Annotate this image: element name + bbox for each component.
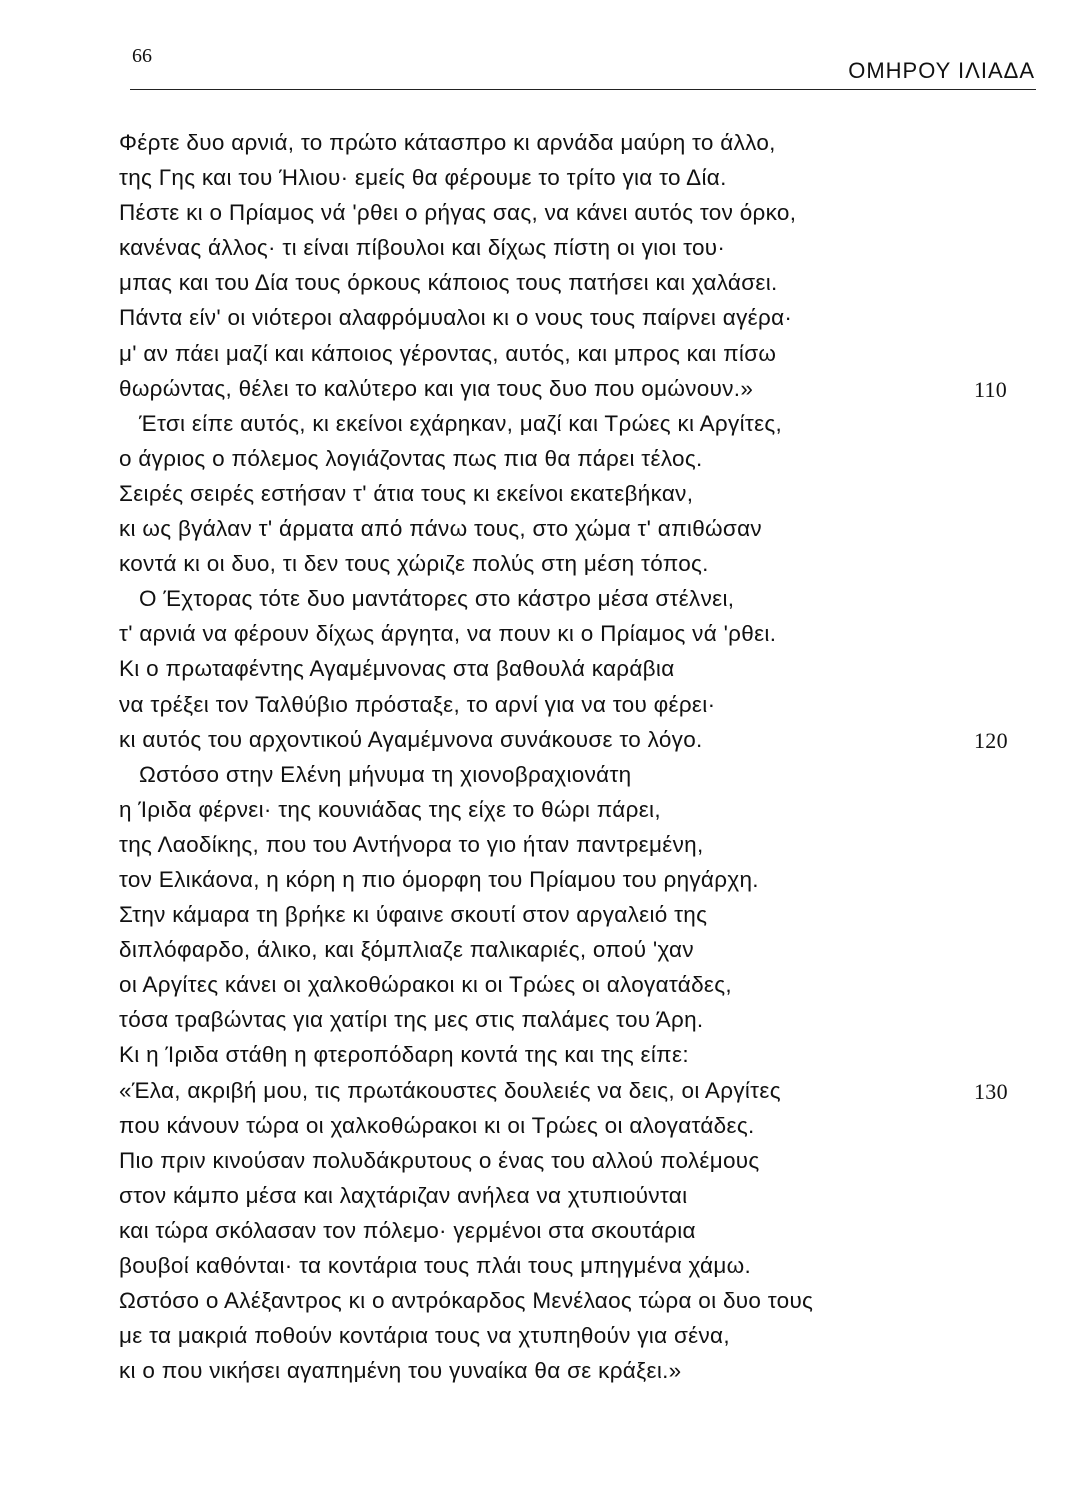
- verse-line: [119, 757, 969, 792]
- verse-text: κι αυτός του αρχοντικού Αγαμέμνονα συνάκουσε το λόγο.: [119, 726, 703, 752]
- verse-text: οι Αργίτες κάνει οι χαλκοθώρακοι κι οι Τρώες οι αλογατάδες,: [119, 972, 732, 998]
- verse-line: [119, 687, 969, 722]
- verse-line: [119, 125, 969, 160]
- verse-line: [119, 967, 969, 1002]
- verse-line: [119, 581, 969, 616]
- verse-line: [119, 616, 969, 651]
- verse-line: [119, 1283, 969, 1318]
- line-number-marker: 110: [974, 376, 1008, 402]
- verse-text: διπλόφαρδο, άλικο, και ξόμπλιαζε παλικαριές, οπού 'χαν: [119, 937, 694, 963]
- verse-text: Κι ο πρωταφέντης Αγαμέμνονας στα βαθουλά καράβια: [119, 656, 675, 682]
- page-header: [0, 0, 1085, 100]
- verse-text: Πιο πριν κινούσαν πολυδάκρυτους ο ένας του αλλού πολέμους: [119, 1147, 760, 1173]
- verse-text: «Έλα, ακριβή μου, τις πρωτάκουστες δουλειές να δεις, οι Αργίτες: [119, 1077, 781, 1103]
- verse-line: [119, 371, 1008, 406]
- verse-text: ο άγριος ο πόλεμος λογιάζοντας πως πια θα πάρει τέλος.: [119, 445, 703, 471]
- verse-line: [119, 722, 1008, 757]
- verse-line: [119, 1178, 969, 1213]
- verse-text: Πάντα είν' οι νιότεροι αλαφρόμυαλοι κι ο νους τους παίρνει αγέρα·: [119, 305, 793, 331]
- verse-text: κι ο που νικήσει αγαπημένη του γυναίκα θα σε κράξει.»: [119, 1358, 682, 1384]
- verse-line: [119, 265, 969, 300]
- verse-line: [119, 230, 969, 265]
- verse-line: [119, 300, 969, 335]
- verse-line: [119, 441, 969, 476]
- verse-text: Πέστε κι ο Πρίαμος νά 'ρθει ο ρήγας σας, να κάνει αυτός τον όρκο,: [119, 200, 797, 226]
- verse-text: τόσα τραβώντας για χατίρι της μες στις παλάμες του Άρη.: [119, 1007, 704, 1033]
- verse-text: Ωστόσο ο Αλέξαντρος κι ο αντρόκαρδος Μενέλαος τώρα οι δυο τους: [119, 1288, 814, 1314]
- verse-line: [119, 897, 969, 932]
- verse-text: η Ίριδα φέρνει· της κουνιάδας της είχε το θώρι πάρει,: [119, 796, 661, 822]
- verse-text: Σειρές σειρές εστήσαν τ' άτια τους κι εκείνοι εκατεβήκαν,: [119, 480, 694, 506]
- verse-text: βουβοί καθόνται· τα κοντάρια τους πλάι τους μπηγμένα χάμω.: [119, 1253, 752, 1278]
- verse-body: [119, 125, 1008, 1388]
- verse-text: Ωστόσο στην Ελένη μήνυμα τη χιονοβραχιονάτη: [139, 761, 632, 787]
- verse-text: στον κάμπο μέσα και λαχτάριζαν ανήλεα να χτυπιούνται: [119, 1182, 688, 1208]
- verse-line: [119, 1073, 1008, 1108]
- verse-line: [119, 827, 969, 862]
- verse-text: της Λαοδίκης, που του Αντήνορα το γιο ήταν παντρεμένη,: [119, 831, 704, 857]
- verse-line: [119, 406, 969, 441]
- verse-line: [119, 1037, 969, 1072]
- verse-line: [119, 932, 969, 967]
- verse-line: [119, 546, 969, 581]
- verse-text: μπας και του Δία τους όρκους κάποιος τους πατήσει και χαλάσει.: [119, 270, 778, 296]
- verse-text: που κάνουν τώρα οι χαλκοθώρακοι κι οι Τρώες οι αλογατάδες.: [119, 1112, 755, 1138]
- verse-line: [119, 1213, 969, 1248]
- verse-line: [119, 336, 969, 371]
- running-title: ΟΜΗΡΟΥ ΙΛΙΑΔΑ: [848, 58, 1035, 83]
- verse-text: με τα μακριά ποθούν κοντάρια τους να χτυπηθούν για σένα,: [119, 1323, 730, 1349]
- verse-line: [119, 1002, 969, 1037]
- verse-text: κι ως βγάλαν τ' άρματα από πάνω τους, στο χώμα τ' απιθώσαν: [119, 516, 762, 542]
- verse-text: μ' αν πάει μαζί και κάποιος γέροντας, αυτός, και μπρος και πίσω: [119, 340, 777, 366]
- verse-text: να τρέξει τον Ταλθύβιο πρόσταξε, το αρνί για να του φέρει·: [119, 691, 716, 717]
- verse-text: Ο Έχτορας τότε δυο μαντάτορες στο κάστρο μέσα στέλνει,: [139, 586, 735, 612]
- verse-text: τ' αρνιά να φέρουν δίχως άργητα, να πουν κι ο Πρίαμος νά 'ρθει.: [119, 621, 777, 647]
- page-number: 66: [132, 45, 152, 67]
- header-rule: [130, 89, 1036, 90]
- verse-text: κανένας άλλος· τι είναι πίβουλοι και δίχως πίστη οι γιοι του·: [119, 235, 726, 261]
- verse-text: Στην κάμαρα τη βρήκε κι ύφαινε σκουτί στον αργαλειό της: [119, 902, 708, 928]
- verse-line: [119, 1353, 969, 1388]
- verse-line: [119, 195, 969, 230]
- line-number-marker: 120: [974, 727, 1008, 753]
- verse-text: Φέρτε δυο αρνιά, το πρώτο κάτασπρο κι αρνάδα μαύρη το άλλο,: [119, 130, 776, 155]
- verse-line: [119, 1248, 969, 1283]
- verse-line: [119, 651, 969, 686]
- verse-line: [119, 792, 969, 827]
- verse-text: και τώρα σκόλασαν τον πόλεμο· γερμένοι στα σκουτάρια: [119, 1217, 696, 1243]
- verse-text: κοντά κι οι δυο, τι δεν τους χώριζε πολύς στη μέση τόπος.: [119, 551, 709, 577]
- verse-line: [119, 1318, 969, 1353]
- verse-text: θωρώντας, θέλει το καλύτερο και για τους δυο που ομώνουν.»: [119, 375, 754, 401]
- verse-line: [119, 1108, 969, 1143]
- verse-line: [119, 160, 969, 195]
- line-number-marker: 130: [974, 1078, 1008, 1104]
- verse-line: [119, 476, 969, 511]
- verse-text: Έτσι είπε αυτός, κι εκείνοι εχάρηκαν, μαζί και Τρώες κι Αργίτες,: [139, 410, 783, 436]
- verse-text: τον Ελικάονα, η κόρη η πιο όμορφη του Πρίαμου του ρηγάρχη.: [119, 866, 759, 892]
- verse-line: [119, 1143, 969, 1178]
- verse-line: [119, 862, 969, 897]
- verse-text: της Γης και του Ήλιου· εμείς θα φέρουμε το τρίτο για το Δία.: [119, 165, 727, 191]
- verse-line: [119, 511, 969, 546]
- verse-text: Κι η Ίριδα στάθη η φτεροπόδαρη κοντά της και της είπε:: [119, 1042, 689, 1068]
